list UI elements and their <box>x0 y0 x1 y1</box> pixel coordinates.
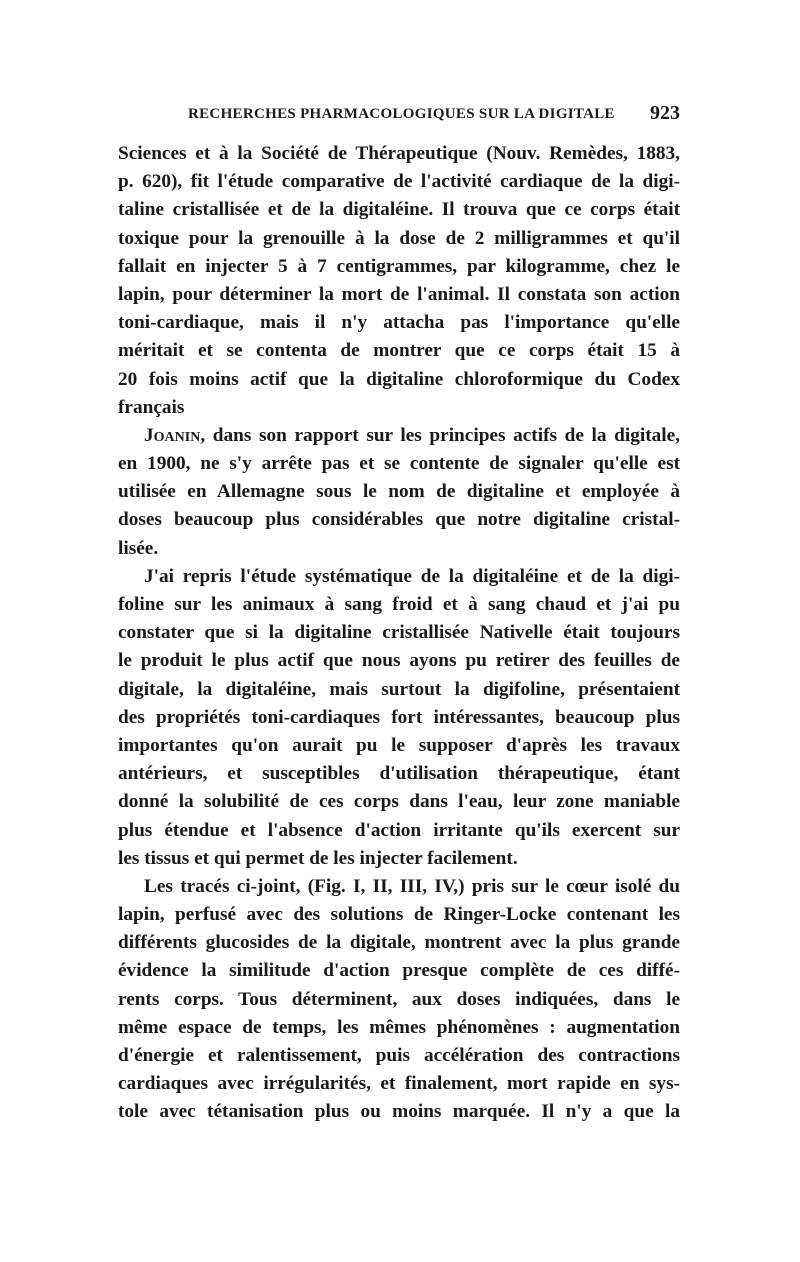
text-line: en 1900, ne s'y arrête pas et se contente de signaler qu'elle est <box>118 453 680 475</box>
text-line: 20 fois moins actif que la digitaline chloroformique du Codex <box>118 368 680 390</box>
text-line: fallait en injecter 5 à 7 centigrammes, par kilogramme, chez le <box>118 255 680 277</box>
text-line: donné la solubilité de ces corps dans l'eau, leur zone maniable <box>118 791 680 813</box>
text-line: différents glucosides de la digitale, montrent avec la plus grande <box>118 932 680 954</box>
document-page <box>118 100 680 1127</box>
text-line: toxique pour la grenouille à la dose de 2 milligrammes et qu'il <box>118 227 680 249</box>
text-line: doses beaucoup plus considérables que notre digitaline cristal- <box>118 509 680 531</box>
paragraph-1 <box>118 140 680 422</box>
text-line: tole avec tétanisation plus ou moins marquée. Il n'y a que la <box>118 1101 680 1123</box>
text-line: constater que si la digitaline cristallisée Nativelle était toujours <box>118 622 680 644</box>
text-line: importantes qu'on aurait pu le supposer d'après les travaux <box>118 734 680 756</box>
text-line: français <box>118 396 185 418</box>
text-line: lisée. <box>118 537 159 559</box>
text-line: des propriétés toni-cardiaques fort intéressantes, beaucoup plus <box>118 706 680 728</box>
author-name: Joanin <box>144 424 201 446</box>
text-line: Les tracés ci-joint, (Fig. I, II, III, IV,) pris sur le cœur isolé du <box>144 875 680 897</box>
paragraph-3 <box>118 563 680 873</box>
text-line: rents corps. Tous déterminent, aux doses indiquées, dans le <box>118 988 680 1010</box>
text-line: p. 620), fit l'étude comparative de l'activité cardiaque de la digi- <box>118 171 680 193</box>
text-line: plus étendue et l'absence d'action irritante qu'ils exercent sur <box>118 819 680 841</box>
running-title: RECHERCHES PHARMACOLOGIQUES SUR LA DIGITALE <box>188 106 615 122</box>
page-header <box>118 100 680 140</box>
text-line: J'ai repris l'étude systématique de la digitaléine et de la digi- <box>144 565 680 587</box>
paragraph-4 <box>118 873 680 1127</box>
page-number: 923 <box>650 102 680 124</box>
text-line <box>118 422 680 450</box>
text-line: lapin, perfusé avec des solutions de Ringer-Locke contenant les <box>118 904 680 926</box>
text-line: les tissus et qui permet de les injecter facilement. <box>118 847 518 869</box>
text-line: d'énergie et ralentissement, puis accélération des contractions <box>118 1045 680 1066</box>
text-line: même espace de temps, les mêmes phénomènes : augmentation <box>118 1016 680 1038</box>
paragraph-2 <box>118 422 680 563</box>
text-line: évidence la similitude d'action presque complète de ces diffé- <box>118 960 680 982</box>
text-line: taline cristallisée et de la digitaléine. Il trouva que ce corps était <box>118 199 680 221</box>
text-line: foline sur les animaux à sang froid et à sang chaud et j'ai pu <box>118 594 680 615</box>
text-line: digitale, la digitaléine, mais surtout la digifoline, présentaient <box>118 678 680 700</box>
text-fragment: , dans son rapport sur les principes actifs de la digitale, <box>200 424 680 446</box>
text-line: méritait et se contenta de montrer que ce corps était 15 à <box>118 340 680 362</box>
text-line: lapin, pour déterminer la mort de l'animal. Il constata son action <box>118 283 680 305</box>
text-line: Sciences et à la Société de Thérapeutique (Nouv. Remèdes, 1883, <box>118 143 680 164</box>
text-line: toni-cardiaque, mais il n'y attacha pas l'importance qu'elle <box>118 312 680 334</box>
text-line: utilisée en Allemagne sous le nom de digitaline et employée à <box>118 481 680 503</box>
text-line: le produit le plus actif que nous ayons pu retirer des feuilles de <box>118 650 680 672</box>
text-line: antérieurs, et susceptibles d'utilisation thérapeutique, étant <box>118 763 680 785</box>
text-line: cardiaques avec irrégularités, et finalement, mort rapide en sys- <box>118 1073 680 1095</box>
